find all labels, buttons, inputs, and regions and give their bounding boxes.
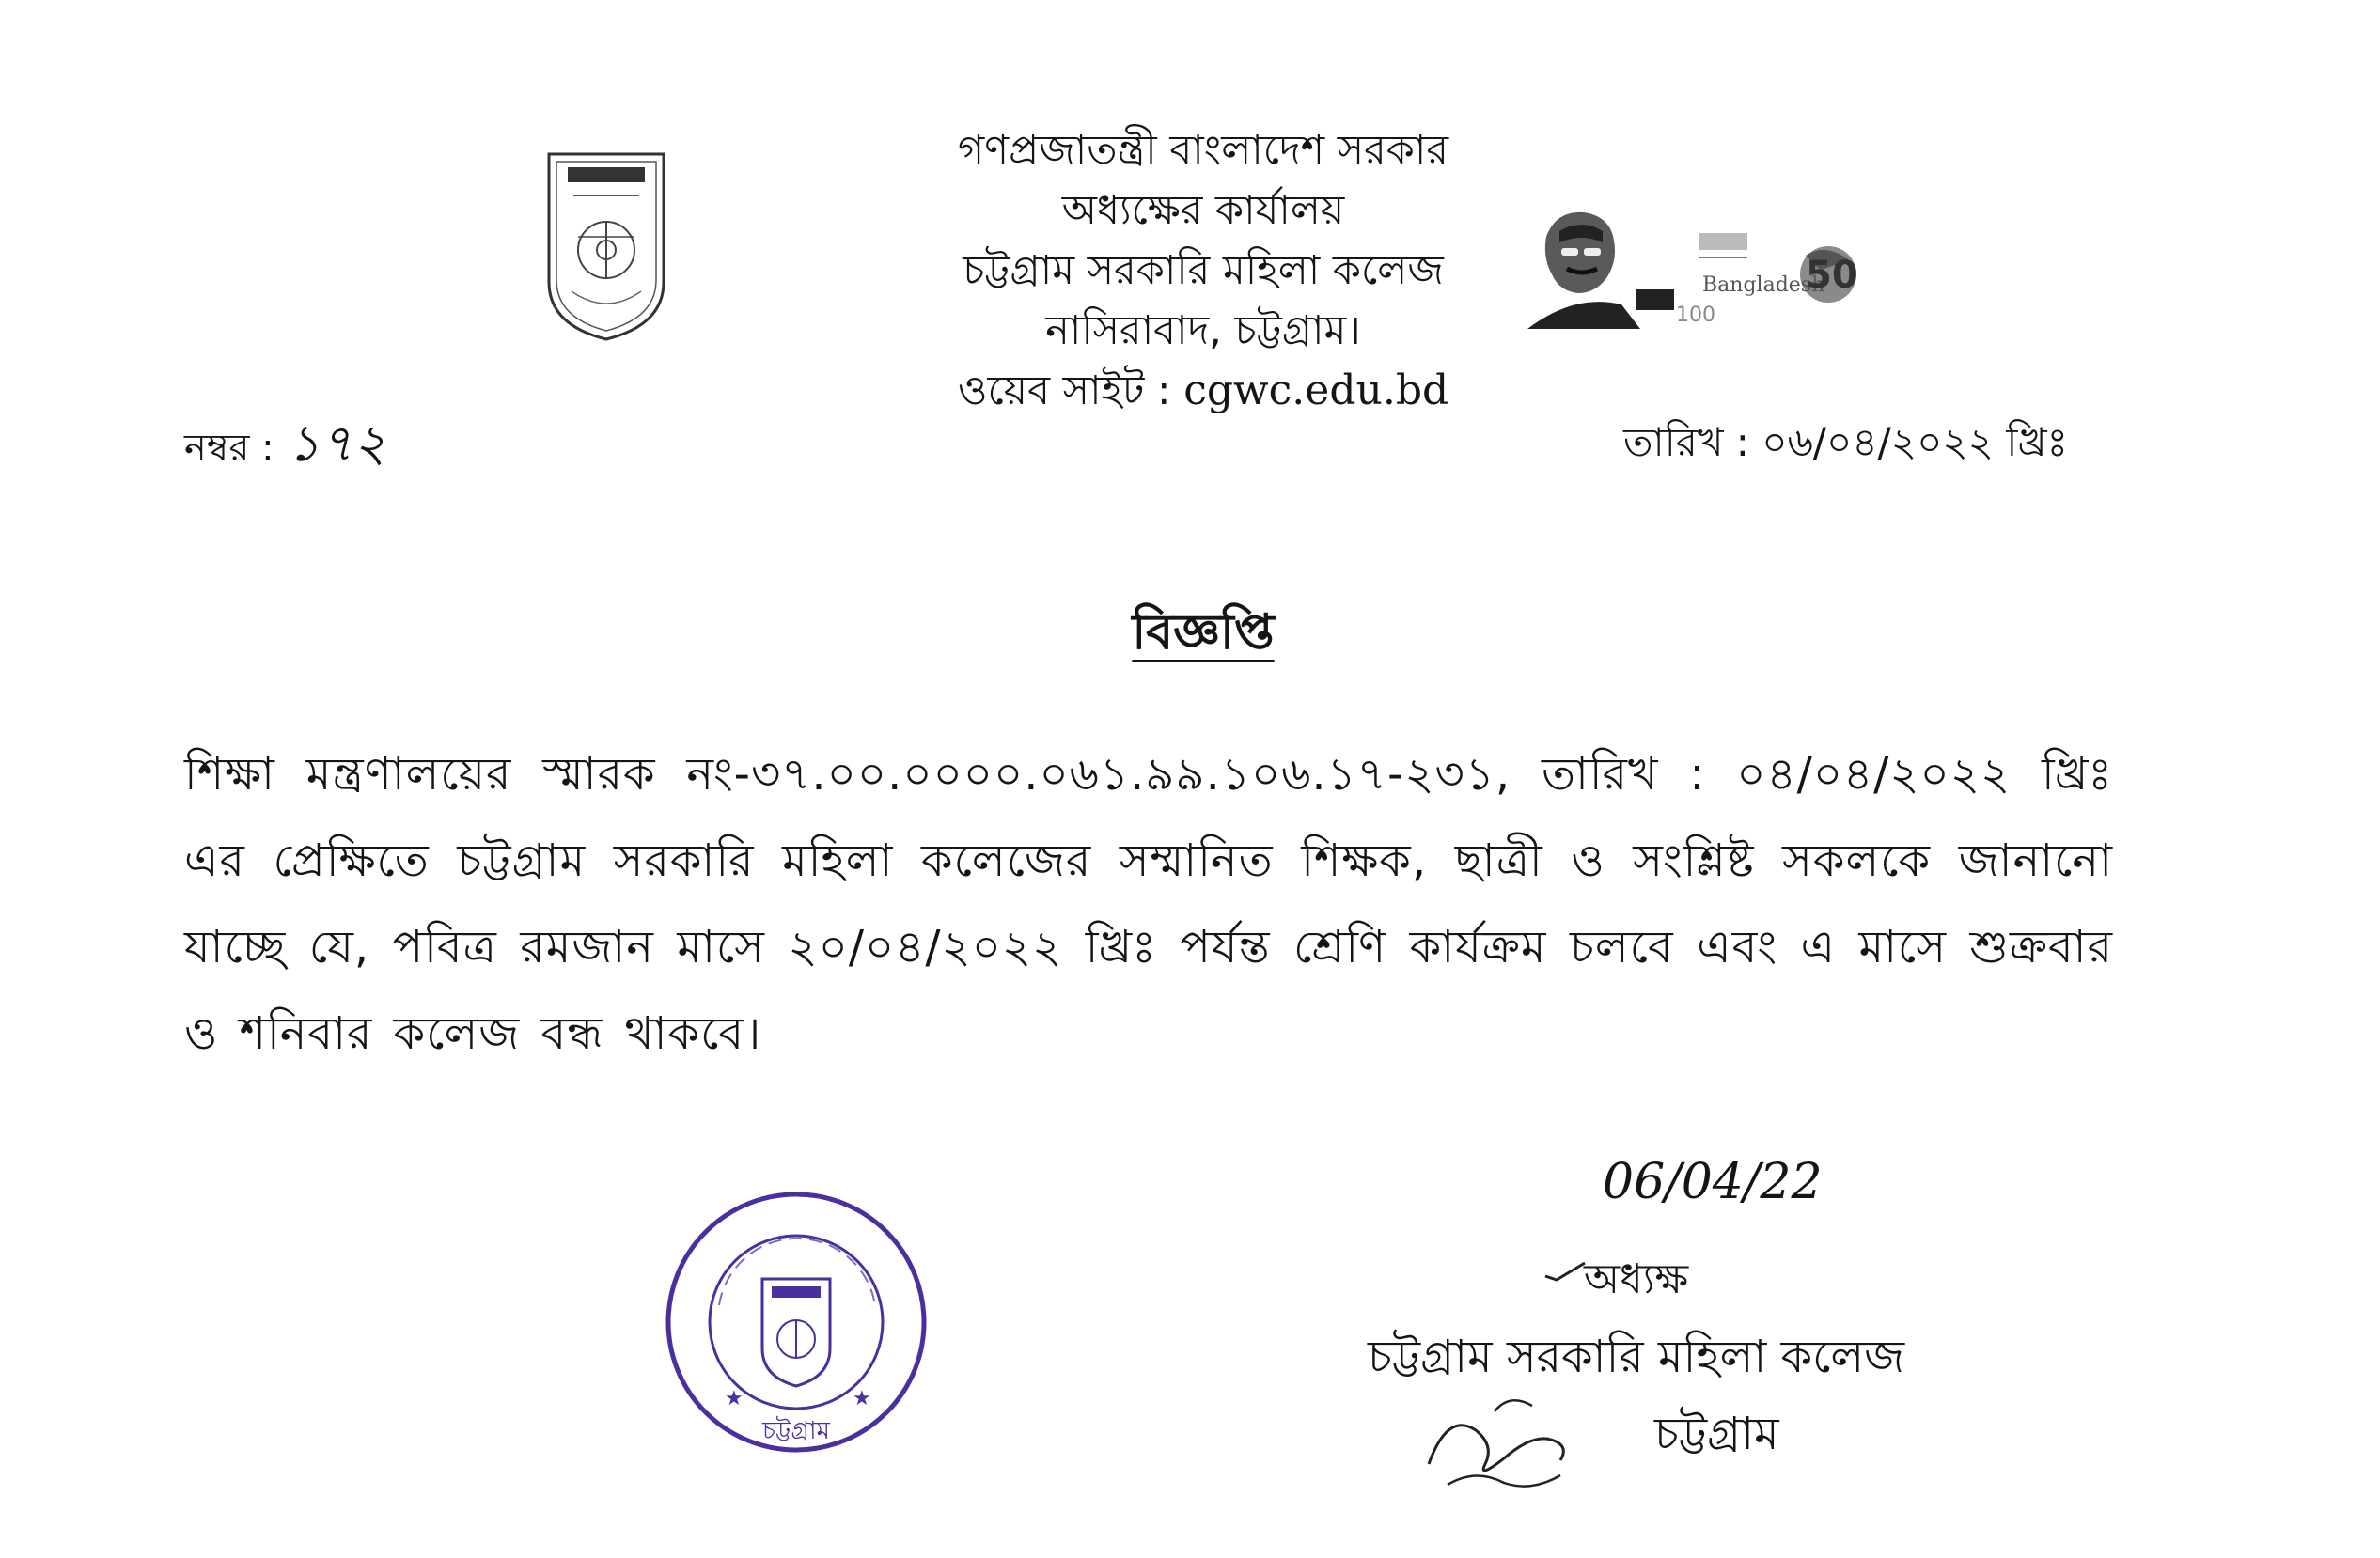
stamp-bottom-text: চট্টগ্রাম [762, 1417, 830, 1445]
memo-label: নম্বর : [184, 427, 274, 470]
signatory-title: অধ্যক্ষ [1584, 1255, 1689, 1303]
government-name: গণপ্রজাতন্ত্রী বাংলাদেশ সরকার [958, 127, 1448, 174]
mujib-100-bangladesh-50-logos [1527, 199, 1866, 331]
date-value: ০৬/০৪/২০২২ খ্রিঃ [1762, 419, 2068, 465]
college-emblem [545, 150, 667, 343]
institution-address: নাসিরাবাদ, চট্টগ্রাম। [1045, 307, 1361, 354]
official-round-stamp [663, 1189, 931, 1457]
website-line [733, 361, 1673, 421]
memo-value: ১৭২ [287, 413, 386, 473]
notice-date [1623, 412, 2068, 478]
website-label: ওয়েব সাইট : [957, 367, 1171, 414]
tick-mark [1542, 1259, 1589, 1282]
notice-body: শিক্ষা মন্ত্রণালয়ের স্মারক নং-৩৭.০০.০০০০.০৬১.৯৯.১০৬.১৭-২৩১, তারিখ : ০৪/০৪/২০২২ খ্রিঃ এর প্রেক্ষিতে চট্টগ্রাম সরকারি মহিলা কলেজের সম্মানিত শিক্ষক, ছাত্রী ও সংশ্লিষ্ট সকলকে জানানো যাচ্ছে যে, পবিত্র রমজান মাসে ২০/০৪/২০২২ খ্রিঃ পর্যন্ত শ্রেণি কার্যক্রম চলবে এবং এ মাসে শুক্রবার ও শনিবার কলেজ বন্ধ থাকবে। [184, 748, 2113, 1060]
bangladesh-text: Bangladesh [1702, 273, 1825, 297]
signatory-city: চট্টগ্রাম [1654, 1408, 1779, 1460]
office-name: অধ্যক্ষের কার্যালয় [1061, 187, 1345, 234]
signed-date: 06/04/22 [1603, 1154, 1823, 1210]
institution-name: চট্টগ্রাম সরকারি মহিলা কলেজ [963, 247, 1444, 294]
notice-title: বিজ্ঞপ্তি [1132, 604, 1275, 661]
signatory-institution: চট্টগ্রাম সরকারি মহিলা কলেজ [1368, 1331, 1905, 1383]
bangladesh-number: 50 [1806, 254, 1858, 297]
handwritten-signature [1419, 1374, 1589, 1496]
svg-text:★: ★ [725, 1387, 744, 1410]
svg-text:★: ★ [853, 1387, 871, 1410]
mujib-number: 100 [1676, 304, 1715, 327]
website-link[interactable]: cgwc.edu.bd [1183, 366, 1449, 414]
memo-number [184, 404, 386, 489]
date-label: তারিখ : [1623, 419, 1749, 465]
